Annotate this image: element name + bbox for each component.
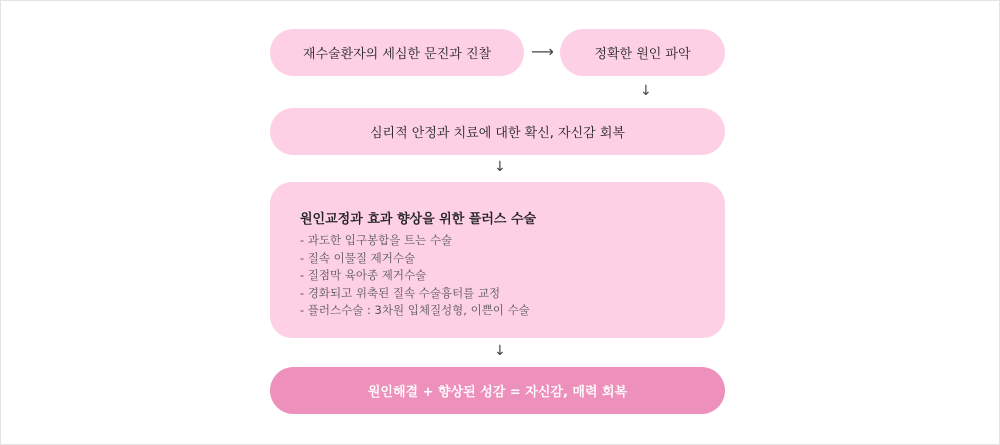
step-cause-identification-label: 정확한 원인 파악 <box>594 47 691 62</box>
step-plus-surgery <box>270 182 725 338</box>
step-psychological-stability-label: 심리적 안정과 치료에 대한 확신, 자신감 회복 <box>370 126 625 141</box>
step-history-taking-label: 재수술환자의 세심한 문진과 진찰 <box>302 47 492 62</box>
arrow-down-icon: ↓ <box>494 343 506 359</box>
arrow-down-icon: ↓ <box>640 83 652 99</box>
step-psychological-stability <box>270 108 725 155</box>
list-item: - 질속 이물질 제거수술 <box>300 250 416 265</box>
list-item: - 경화되고 위축된 질속 수술흉터를 교정 <box>300 285 501 300</box>
list-item: - 과도한 입구봉합을 트는 수술 <box>300 233 453 247</box>
list-item: - 질점막 육아종 제거수술 <box>300 268 427 282</box>
step-plus-surgery-title: 원인교정과 효과 향상을 위한 플러스 수술 <box>300 212 537 227</box>
plus-surgery-list <box>300 232 530 320</box>
step-result <box>270 367 725 414</box>
step-result-label: 원인해결 + 향상된 성감 = 자신감, 매력 회복 <box>367 385 628 400</box>
step-history-taking <box>270 29 524 76</box>
list-item: - 플러스수술 : 3차원 입체질성형, 이쁜이 수술 <box>300 303 530 317</box>
step-cause-identification <box>560 29 725 76</box>
arrow-down-icon: ↓ <box>494 159 506 175</box>
arrow-right-icon: ⟶ <box>531 42 554 61</box>
